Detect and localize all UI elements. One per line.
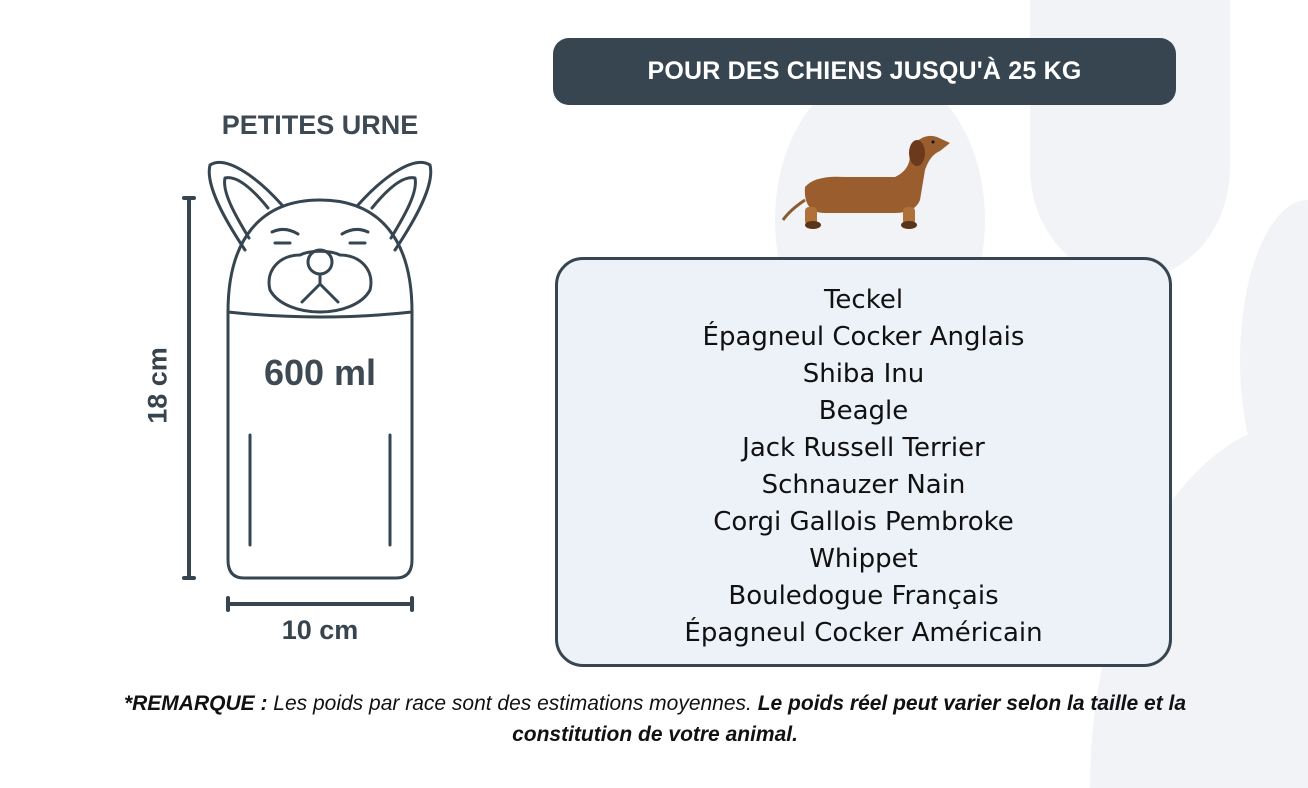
breed-item: Schnauzer Nain [761,470,966,500]
breed-item: Épagneul Cocker Anglais [702,322,1025,352]
breed-list [555,257,1172,667]
dachshund-icon [775,125,955,235]
weight-banner [553,38,1176,105]
note [120,688,1190,750]
note-label: *REMARQUE : [123,692,268,715]
breed-item: Jack Russell Terrier [742,433,985,463]
breed-item: Épagneul Cocker Américain [684,618,1043,648]
breed-item: Beagle [818,396,909,426]
banner-title: POUR DES CHIENS JUSQU'À 25 KG [647,57,1082,85]
note-text: Les poids par race sont des estimations moyennes. [267,692,758,715]
urn-title: PETITES URNE [221,110,419,140]
urn-height-label: 18 cm [142,347,173,424]
breed-item: Shiba Inu [802,359,925,389]
breed-item: Whippet [809,544,918,574]
breed-item: Bouledogue Français [728,581,999,611]
urn-illustration [0,0,460,640]
breed-item: Teckel [823,285,904,315]
urn-volume: 600 ml [263,352,377,393]
breed-item: Corgi Gallois Pembroke [713,507,1014,537]
urn-width-label: 10 cm [281,615,359,645]
note-bold: Le poids réel peut varier selon la taille et la constitution de votre animal. [512,692,1187,746]
